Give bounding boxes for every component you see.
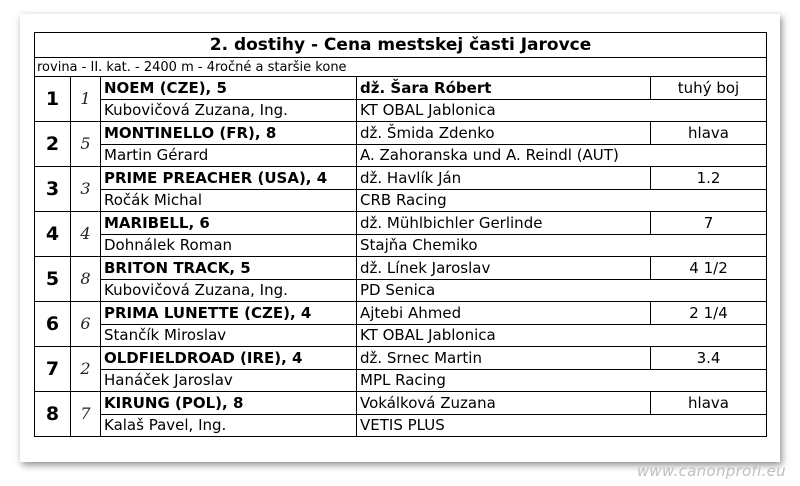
start-number: 6 [71, 302, 101, 347]
owner-name: PD Senica [357, 279, 767, 302]
result-row-top [35, 257, 767, 280]
trainer-name: Ročák Michal [101, 189, 357, 212]
horse-name: KIRUNG (POL), 8 [101, 392, 357, 415]
result-row-top [35, 212, 767, 235]
margin: 7 [651, 212, 767, 235]
jockey-name: dž. Šmida Zdenko [357, 122, 651, 145]
owner-name: VETIS PLUS [357, 414, 767, 437]
results-card [20, 14, 780, 462]
place-number: 5 [35, 257, 71, 302]
result-row-bottom [35, 324, 767, 347]
jockey-name: Ajtebi Ahmed [357, 302, 651, 325]
results-sheet [34, 32, 766, 456]
trainer-name: Stančík Miroslav [101, 324, 357, 347]
trainer-name: Kubovičová Zuzana, Ing. [101, 99, 357, 122]
result-row-bottom [35, 99, 767, 122]
place-number: 4 [35, 212, 71, 257]
start-number: 8 [71, 257, 101, 302]
result-row-top [35, 77, 767, 100]
margin: 2 1/4 [651, 302, 767, 325]
owner-name: A. Zahoranska und A. Reindl (AUT) [357, 144, 767, 167]
title-row [35, 33, 767, 58]
race-conditions: rovina - II. kat. - 2400 m - 4ročné a staršie kone [35, 58, 767, 77]
margin: hlava [651, 122, 767, 145]
margin: 3.4 [651, 347, 767, 370]
result-row-top [35, 122, 767, 145]
margin: tuhý boj [651, 77, 767, 100]
horse-name: PRIME PREACHER (USA), 4 [101, 167, 357, 190]
result-row-bottom [35, 279, 767, 302]
result-row-top [35, 302, 767, 325]
trainer-name: Martin Gérard [101, 144, 357, 167]
margin: 4 1/2 [651, 257, 767, 280]
jockey-name: Vokálková Zuzana [357, 392, 651, 415]
place-number: 7 [35, 347, 71, 392]
trainer-name: Kubovičová Zuzana, Ing. [101, 279, 357, 302]
horse-name: MARIBELL, 6 [101, 212, 357, 235]
horse-name: NOEM (CZE), 5 [101, 77, 357, 100]
horse-name: PRIMA LUNETTE (CZE), 4 [101, 302, 357, 325]
start-number: 4 [71, 212, 101, 257]
start-number: 1 [71, 77, 101, 122]
start-number: 5 [71, 122, 101, 167]
margin: 1.2 [651, 167, 767, 190]
watermark: www.canonprofi.eu [636, 462, 786, 480]
owner-name: KT OBAL Jablonica [357, 99, 767, 122]
result-row-bottom [35, 144, 767, 167]
owner-name: Stajňa Chemiko [357, 234, 767, 257]
jockey-name: dž. Šara Róbert [357, 77, 651, 100]
place-number: 2 [35, 122, 71, 167]
result-row-top [35, 392, 767, 415]
trainer-name: Kalaš Pavel, Ing. [101, 414, 357, 437]
horse-name: OLDFIELDROAD (IRE), 4 [101, 347, 357, 370]
start-number: 2 [71, 347, 101, 392]
start-number: 3 [71, 167, 101, 212]
jockey-name: dž. Srnec Martin [357, 347, 651, 370]
result-row-top [35, 347, 767, 370]
jockey-name: dž. Línek Jaroslav [357, 257, 651, 280]
horse-name: MONTINELLO (FR), 8 [101, 122, 357, 145]
horse-name: BRITON TRACK, 5 [101, 257, 357, 280]
owner-name: KT OBAL Jablonica [357, 324, 767, 347]
result-row-top [35, 167, 767, 190]
trainer-name: Hanáček Jaroslav [101, 369, 357, 392]
race-title: 2. dostihy - Cena mestskej časti Jarovce [35, 33, 767, 58]
result-row-bottom [35, 369, 767, 392]
subtitle-row [35, 58, 767, 77]
owner-name: CRB Racing [357, 189, 767, 212]
start-number: 7 [71, 392, 101, 437]
place-number: 3 [35, 167, 71, 212]
margin: hlava [651, 392, 767, 415]
jockey-name: dž. Havlík Ján [357, 167, 651, 190]
jockey-name: dž. Mühlbichler Gerlinde [357, 212, 651, 235]
place-number: 8 [35, 392, 71, 437]
trainer-name: Dohnálek Roman [101, 234, 357, 257]
owner-name: MPL Racing [357, 369, 767, 392]
result-row-bottom [35, 414, 767, 437]
result-row-bottom [35, 234, 767, 257]
place-number: 1 [35, 77, 71, 122]
result-row-bottom [35, 189, 767, 212]
results-table [34, 32, 767, 437]
place-number: 6 [35, 302, 71, 347]
